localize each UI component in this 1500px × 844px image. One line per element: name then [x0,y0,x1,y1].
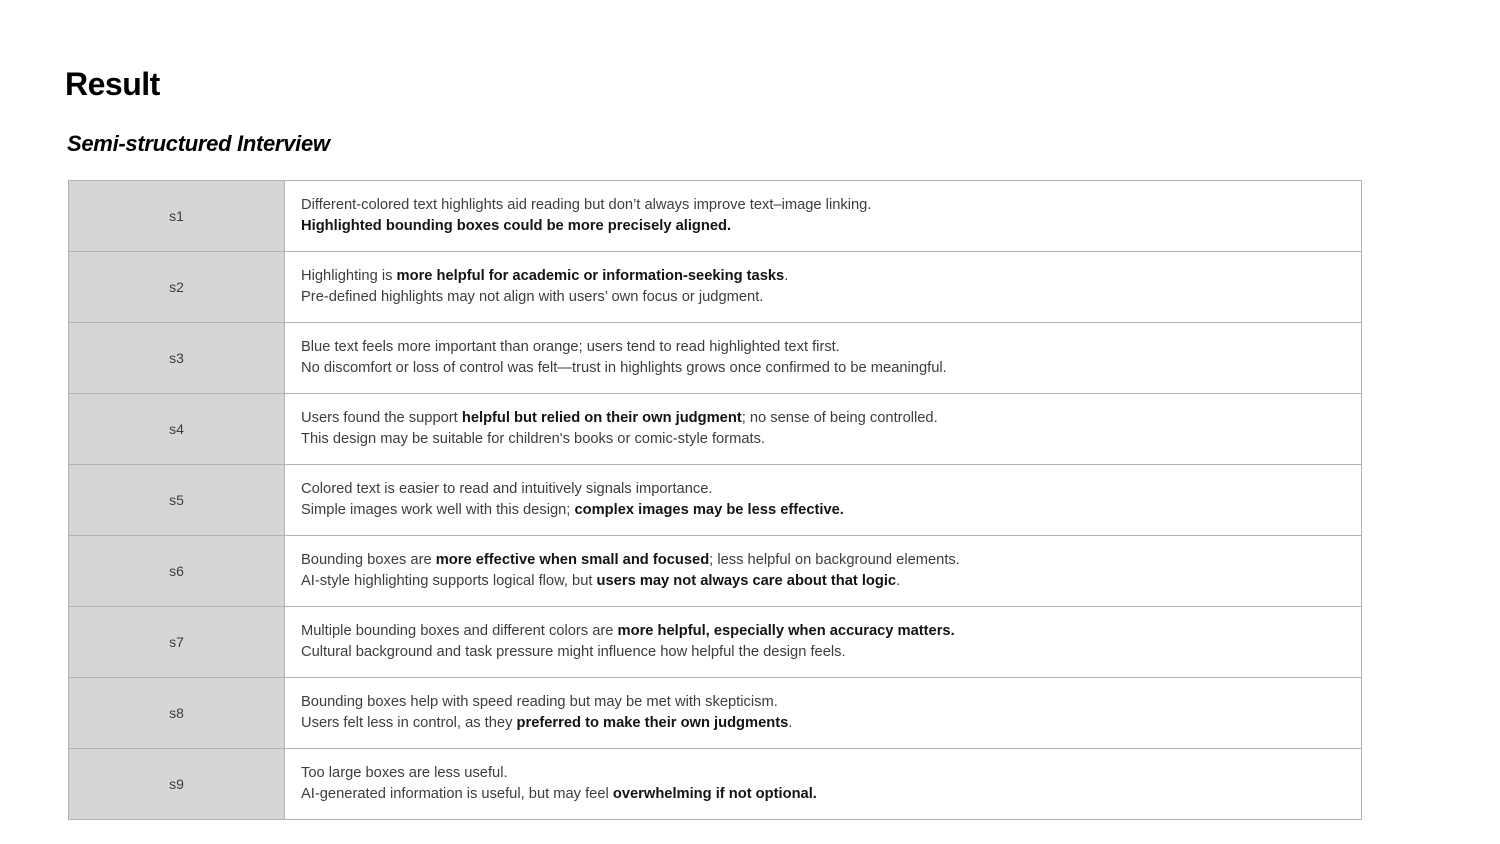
comment-cell [285,180,1362,251]
section-subtitle: Semi-structured Interview [67,130,330,156]
comment-segment: Users felt less in control, as they [301,714,517,731]
comment-segment-bold: complex images may be less effective. [574,501,844,518]
comment-segment: Bounding boxes are [301,551,436,568]
comment-line [301,195,1345,216]
comment-segment: AI-style highlighting supports logical flow, but [301,572,597,589]
participant-id-cell: s3 [69,322,285,393]
comment-line [301,713,1345,734]
comment-segment: Colored text is easier to read and intuitively signals importance. [301,480,713,497]
interview-table-body [69,180,1362,819]
comment-segment-bold: helpful but relied on their own judgment [461,409,742,426]
comment-cell [285,393,1362,464]
table-row [69,251,1362,322]
comment-cell [285,535,1362,606]
participant-id-cell: s6 [69,535,285,606]
comment-cell [285,677,1362,748]
comment-segment-bold: Highlighted bounding boxes could be more precisely aligned. [301,217,732,234]
comment-line [301,287,1345,308]
comment-line [301,642,1345,663]
page-title: Result [65,66,160,102]
comment-line [301,479,1345,500]
comment-line [301,784,1345,805]
comment-segment: Multiple bounding boxes and different colors are [301,622,618,639]
comment-segment: Highlighting is [301,267,397,284]
comment-segment: Bounding boxes help with speed reading but may be met with skepticism. [301,693,778,710]
comment-line [301,621,1345,642]
comment-segment: . [896,572,901,589]
table-row [69,393,1362,464]
comment-segment: Simple images work well with this design; [301,501,575,518]
comment-segment-bold: more effective when small and focused [435,551,710,568]
comment-line [301,763,1345,784]
comment-line [301,500,1345,521]
table-row [69,606,1362,677]
comment-segment: . [784,267,789,284]
comment-segment-bold: more helpful for academic or information-seeking tasks [396,267,785,284]
comment-segment-bold: preferred to make their own judgments [516,714,789,731]
comment-segment: ; less helpful on background elements. [709,551,960,568]
table-row [69,322,1362,393]
comment-segment-bold: users may not always care about that logic [596,572,897,589]
comment-cell [285,322,1362,393]
comment-segment: Cultural background and task pressure might influence how helpful the design feels. [301,643,846,660]
interview-results-table [68,180,1362,820]
comment-segment: ; no sense of being controlled. [741,409,938,426]
comment-segment-bold: more helpful, especially when accuracy matters. [617,622,955,639]
participant-id-cell: s2 [69,251,285,322]
comment-line [301,266,1345,287]
comment-line [301,550,1345,571]
comment-line [301,692,1345,713]
comment-line [301,337,1345,358]
comment-cell [285,464,1362,535]
table-row [69,748,1362,819]
table-row [69,464,1362,535]
comment-line [301,571,1345,592]
comment-segment: Pre-defined highlights may not align with users’ own focus or judgment. [301,288,764,305]
comment-segment: This design may be suitable for children's books or comic-style formats. [301,430,766,447]
comment-segment-bold: overwhelming if not optional. [612,785,817,802]
table-row [69,677,1362,748]
participant-id-cell: s4 [69,393,285,464]
participant-id-cell: s7 [69,606,285,677]
comment-segment: No discomfort or loss of control was felt—trust in highlights grows once confirmed to be meaningful. [301,359,947,376]
comment-line [301,358,1345,379]
comment-segment: Different-colored text highlights aid reading but don’t always improve text–image linking. [301,196,872,213]
comment-line [301,429,1345,450]
participant-id-cell: s5 [69,464,285,535]
comment-segment: Users found the support [301,409,462,426]
participant-id-cell: s8 [69,677,285,748]
comment-line [301,216,1345,237]
comment-line [301,408,1345,429]
participant-id-cell: s9 [69,748,285,819]
comment-segment: Too large boxes are less useful. [301,764,508,781]
comment-segment: AI-generated information is useful, but may feel [301,785,613,802]
comment-segment: . [788,714,793,731]
comment-segment: Blue text feels more important than orange; users tend to read highlighted text first. [301,338,840,355]
participant-id-cell: s1 [69,180,285,251]
table-row [69,535,1362,606]
comment-cell [285,606,1362,677]
table-row [69,180,1362,251]
comment-cell [285,251,1362,322]
comment-cell [285,748,1362,819]
